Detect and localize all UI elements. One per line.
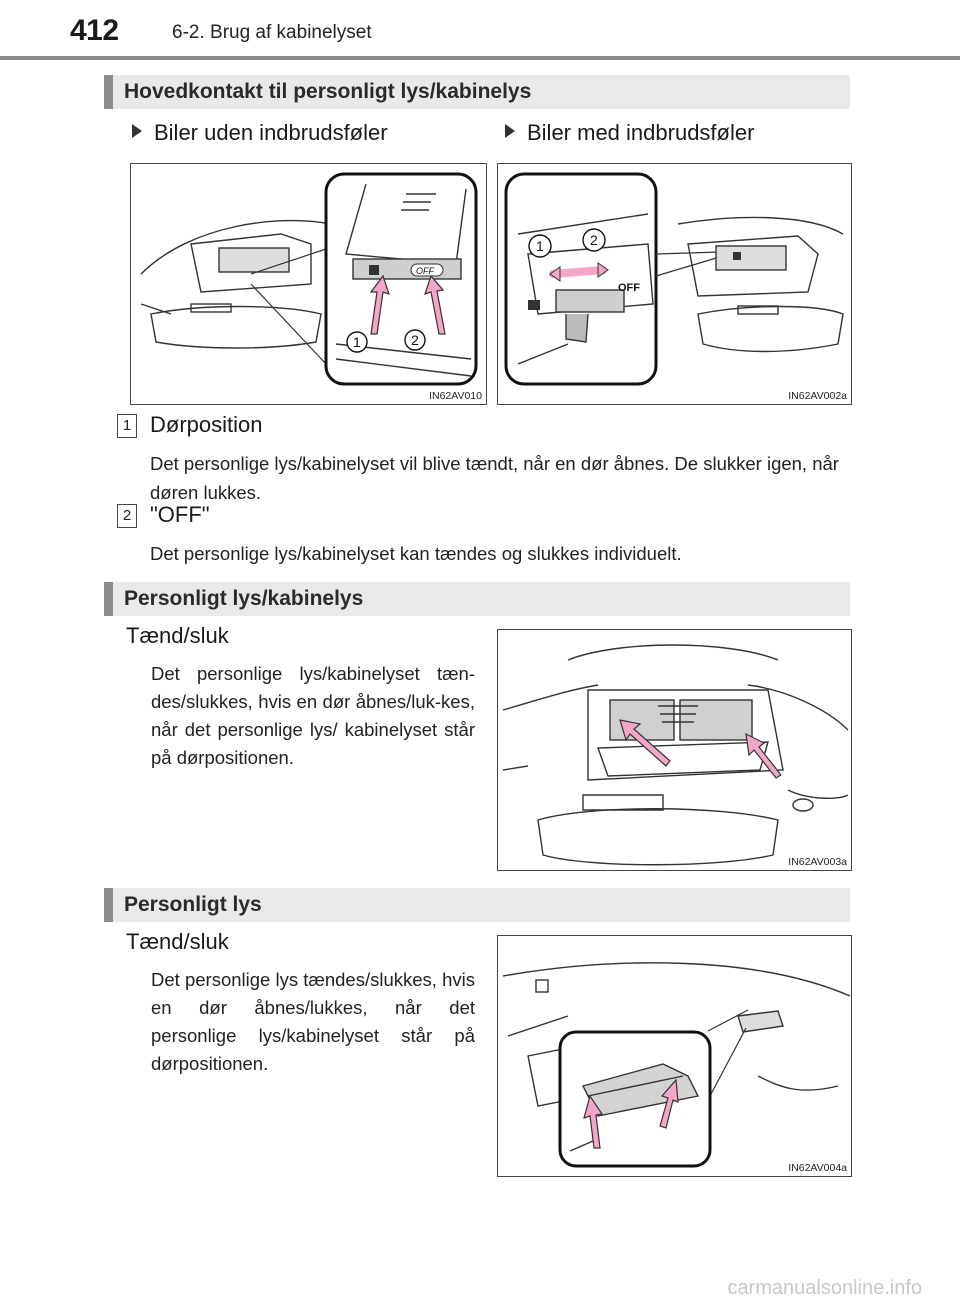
header-rule	[0, 56, 960, 60]
triangle-bullet-icon	[132, 124, 142, 138]
section-title: Hovedkontakt til personligt lys/kabinelys	[124, 80, 532, 103]
figure-switch-with-sensor	[497, 163, 852, 405]
item-title: Dørposition	[150, 412, 263, 437]
figure-cabin-light	[497, 629, 852, 871]
paragraph-body: Det personlige lys/kabinelyset tæn-des/slukkes, hvis en dør åbnes/luk-kes, når det personlige lys/ kabinelyset står på dørpositionen.	[151, 663, 475, 768]
figure-code: IN62AV003a	[788, 856, 847, 868]
figure-personal-light	[497, 935, 852, 1177]
figure-switch-without-sensor	[130, 163, 487, 405]
figure-code: IN62AV004a	[788, 1162, 847, 1174]
callout-2: 2	[590, 232, 598, 248]
callout-1: 1	[536, 238, 544, 254]
section-edge	[104, 582, 113, 616]
figure-code: IN62AV010	[429, 390, 482, 402]
section-title: Personligt lys	[124, 893, 262, 916]
paragraph-body: Det personlige lys tændes/slukkes, hvis en dør åbnes/lukkes, når det personlige lys/kabinelyset står på dørpositionen.	[151, 969, 475, 1074]
overhead-console-illustration	[131, 164, 486, 404]
variant-label-with-sensor: Biler med indbrudsføler	[505, 120, 754, 146]
section-edge	[104, 888, 113, 922]
item-number-box: 2	[117, 504, 137, 528]
overhead-console-illustration	[498, 630, 851, 870]
section-edge	[104, 75, 113, 109]
paragraph-title: Tænd/sluk	[126, 623, 229, 648]
section-heading-main-switch	[104, 75, 850, 109]
paragraph-title: Tænd/sluk	[126, 929, 229, 954]
chapter-title: 6-2. Brug af kabinelyset	[172, 22, 372, 43]
door-position-icon	[528, 300, 540, 310]
variant-label-without-sensor: Biler uden indbrudsføler	[132, 120, 388, 146]
section-title: Personligt lys/kabinelys	[124, 587, 364, 610]
item-description: Det personlige lys/kabinelyset vil blive tændt, når en dør åbnes. De slukker igen, når døren lukkes.	[150, 453, 839, 503]
section-heading-personal-light	[104, 888, 850, 922]
page-number: 412	[70, 14, 119, 47]
triangle-bullet-icon	[505, 124, 515, 138]
item-title: "OFF"	[150, 502, 210, 527]
item-description: Det personlige lys/kabinelyset kan tændes og slukkes individuelt.	[150, 543, 682, 564]
door-position-icon	[369, 265, 379, 275]
section-heading-personal-cabin-light	[104, 582, 850, 616]
item-number-box: 1	[117, 414, 137, 438]
off-label: OFF	[416, 266, 434, 276]
off-label: OFF	[618, 282, 640, 294]
overhead-console-illustration	[498, 164, 851, 404]
personal-light-illustration	[498, 936, 851, 1176]
figure-code: IN62AV002a	[788, 390, 847, 402]
callout-2: 2	[411, 332, 419, 348]
callout-1: 1	[353, 334, 361, 350]
watermark: carmanualsonline.info	[727, 1277, 922, 1299]
door-position-icon	[733, 252, 741, 260]
